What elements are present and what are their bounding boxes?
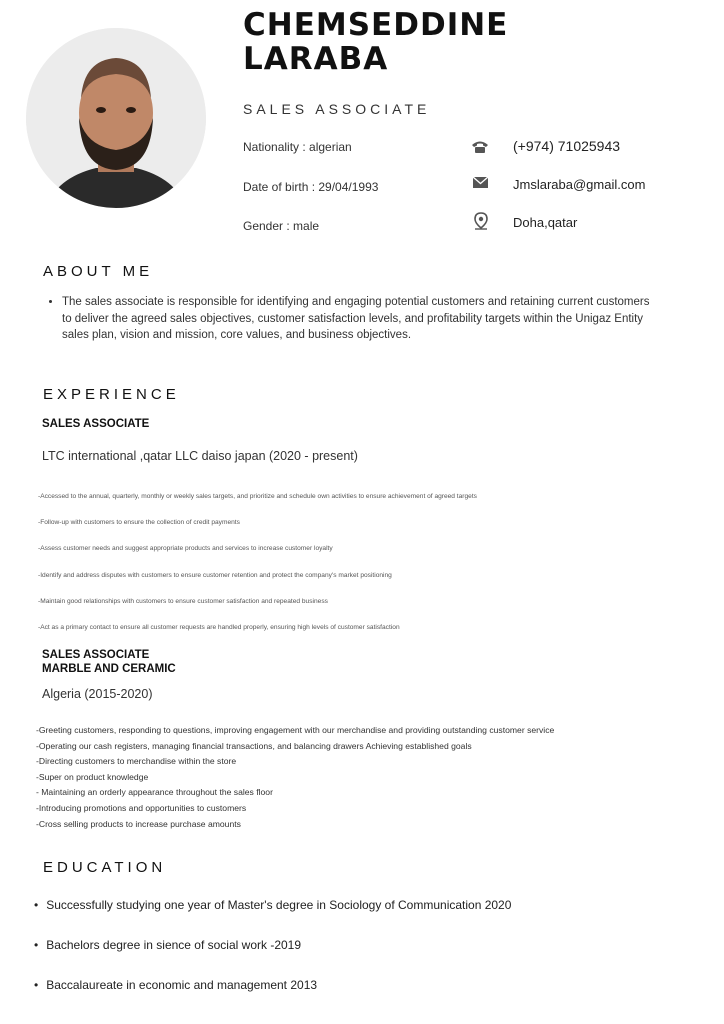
duty-item: - Maintaining an orderly appearance throughout the sales floor: [36, 787, 273, 798]
experience-heading: EXPERIENCE: [43, 386, 180, 403]
nationality: Nationality : algerian: [243, 140, 352, 154]
about-text: [48, 294, 662, 344]
job2-title-line2: MARBLE AND CERAMIC: [42, 663, 176, 675]
duty-item: -Accessed to the annual, quarterly, monthly or weekly sales targets, and prioritize and schedule own activities to ensure achievement of agreed targets: [38, 493, 477, 500]
education-item: • Successfully studying one year of Master's degree in Sociology of Communication 2020: [34, 896, 511, 936]
duty-item: -Super on product knowledge: [36, 771, 149, 782]
duty-item: -Introducing promotions and opportunities to customers: [36, 802, 247, 813]
job1-company: LTC international ,qatar LLC daiso japan (2020 - present): [42, 449, 358, 463]
phone-number[interactable]: (+974) 71025943: [513, 138, 621, 154]
profile-photo: [26, 28, 206, 208]
duty-item: -Identify and address disputes with customers to ensure customer retention and protect the company's market positioning: [38, 571, 392, 579]
education-item: • Bachelors degree in sience of social work -2019: [34, 936, 511, 976]
about-item: • The sales associate is responsible for identifying and engaging potential customers and retaining current customers to deliver the agreed sales objectives, customer satisfaction levels, and profitability targets within the Unigaz Entity sales plan, vision and mission, core values, and business objectives.: [62, 294, 662, 344]
first-name: CHEMSEDDINE: [243, 7, 509, 43]
envelope-icon: [471, 173, 491, 193]
job2-title: [42, 648, 176, 676]
phone-icon: [470, 137, 490, 157]
job-title: SALES ASSOCIATE: [243, 101, 431, 117]
map-pin-icon: [472, 211, 492, 231]
job1-duties: [38, 493, 688, 650]
duty-item: -Cross selling products to increase purchase amounts: [36, 818, 241, 829]
job2-location: Algeria (2015-2020): [42, 687, 153, 701]
job2-title-line1: SALES ASSOCIATE: [42, 649, 150, 661]
job1-title: SALES ASSOCIATE: [42, 418, 150, 430]
duty-item: -Directing customers to merchandise within the store: [36, 756, 237, 767]
education-heading: EDUCATION: [43, 859, 167, 876]
duty-item: -Assess customer needs and suggest appropriate products and services to increase customer loyalty: [38, 545, 333, 553]
candidate-name: [243, 8, 508, 76]
education-list: [34, 896, 511, 1016]
gender: Gender : male: [243, 219, 320, 233]
person-portrait-icon: [26, 28, 206, 208]
job2-duties: [36, 724, 722, 833]
duty-item: -Act as a primary contact to ensure all customer requests are handled properly, ensuring high levels of customer satisfaction: [38, 623, 400, 631]
duty-item: -Maintain good relationships with customers to ensure customer satisfaction and repeated business: [38, 597, 328, 605]
last-name: LARABA: [243, 41, 389, 77]
location: Doha,qatar: [513, 215, 578, 230]
date-of-birth: Date of birth : 29/04/1993: [243, 180, 379, 194]
education-item: • Baccalaureate in economic and management 2013: [34, 976, 511, 1016]
duty-item: -Greeting customers, responding to questions, improving engagement with our merchandise and providing outstanding customer service: [36, 725, 555, 735]
duty-item: -Follow-up with customers to ensure the collection of credit payments: [38, 519, 240, 527]
email-address[interactable]: Jmslaraba@gmail.com: [513, 177, 646, 192]
duty-item: -Operating our cash registers, managing financial transactions, and balancing drawers Achieving established goals: [36, 740, 472, 751]
about-heading: ABOUT ME: [43, 263, 154, 280]
